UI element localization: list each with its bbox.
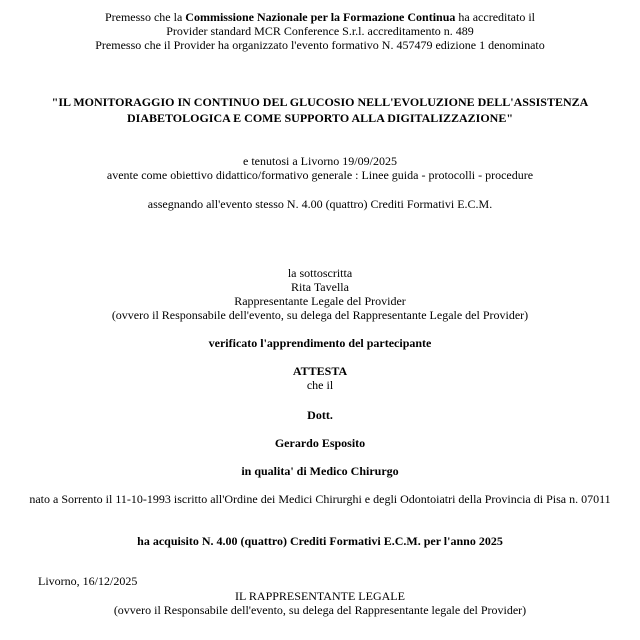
event-objective: avente come obiettivo didattico/formativo generale : Linee guida - protocolli - procedure [106, 168, 534, 182]
credits-acquired-line: ha acquisito N. 4.00 (quattro) Crediti Formativi E.C.M. per l'anno 2025 [137, 534, 503, 548]
provider-accreditation-line: Provider standard MCR Conference S.r.l. accreditamento n. 489 [166, 24, 474, 38]
attesta-heading: ATTESTA [292, 364, 348, 378]
signer-role: Rappresentante Legale del Provider [234, 294, 406, 308]
credits-assigned-line: assegnando all'evento stesso N. 4.00 (quattro) Crediti Formativi E.C.M. [147, 197, 493, 211]
signer-role-note: (ovvero il Responsabile dell'evento, su delega del Rappresentante Legale del Provider) [111, 308, 529, 322]
participant-honorific: Dott. [307, 408, 333, 422]
signer-block [0, 266, 640, 322]
footer-block [0, 574, 640, 617]
attesta-block [0, 364, 640, 392]
signer-name: Rita Tavella [291, 280, 349, 294]
participant-birth-registration: nato a Sorrento il 11-10-1993 iscritto all'Ordine dei Medici Chirurghi e degli Odontoiatri della Provincia di Pisa n. 07011 [29, 492, 611, 506]
event-details [0, 154, 640, 182]
verified-learning-line: verificato l'apprendimento del partecipante [208, 336, 432, 350]
participant-qualification: in qualita' di Medico Chirurgo [241, 464, 399, 478]
place-date: Livorno, 16/12/2025 [38, 574, 138, 588]
intro-line-1-pre: Premesso che la [104, 10, 186, 24]
accreditation-intro [0, 0, 640, 52]
commission-name: Commissione Nazionale per la Formazione Continua [185, 10, 456, 24]
signer-intro: la sottoscritta [287, 266, 353, 280]
intro-line-1 [0, 10, 640, 24]
event-venue-date: e tenutosi a Livorno 19/09/2025 [243, 154, 397, 168]
intro-line-1-post: ha accreditato il [455, 10, 536, 24]
participant-name: Gerardo Esposito [274, 436, 366, 450]
event-title: "IL MONITORAGGIO IN CONTINUO DEL GLUCOSIO NELL'EVOLUZIONE DELL'ASSISTENZA DIABETOLOGICA E COME SUPPORTO ALLA DIGITALIZZAZIONE" [51, 95, 589, 125]
signature-note: (ovvero il Responsabile dell'evento, su delega del Rappresentante legale del Provider) [113, 603, 527, 617]
che-il-line: che il [306, 378, 334, 392]
signature-title: IL RAPPRESENTANTE LEGALE [235, 589, 405, 603]
event-organization-line: Premesso che il Provider ha organizzato l'evento formativo N. 457479 edizione 1 denominato [95, 38, 545, 52]
